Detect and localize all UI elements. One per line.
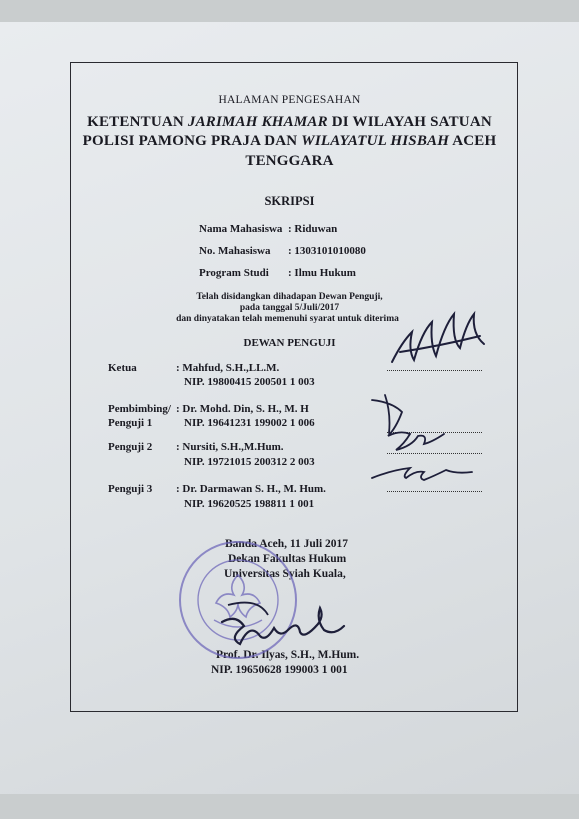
examiner-nip: NIP. 19800415 200501 1 003 xyxy=(184,376,315,388)
examiner-nip: NIP. 19620525 198811 1 001 xyxy=(184,498,315,510)
examiner-role: Penguji 2 xyxy=(108,441,153,453)
examiner-role: Pembimbing/ xyxy=(108,403,171,415)
university-stamp xyxy=(180,542,296,658)
student-number-value: : 1303101010080 xyxy=(288,245,366,257)
examiner-signature xyxy=(372,468,472,480)
defense-statement-line-2: pada tanggal 5/Juli/2017 xyxy=(239,303,340,313)
defense-statement-line-3: dan dinyatakan telah memenuhi syarat untuk diterima xyxy=(176,314,399,324)
student-name-label: Nama Mahasiswa xyxy=(199,223,283,235)
examiner-role: Penguji 3 xyxy=(108,483,153,495)
examiner-nip: NIP. 19641231 199002 1 006 xyxy=(184,417,315,429)
thesis-title-line-1: KETENTUAN JARIMAH KHAMAR DI WILAYAH SATUAN xyxy=(87,114,492,130)
dean-name: Prof. Dr. Ilyas, S.H., M.Hum. xyxy=(216,649,360,661)
defense-statement-line-1: Telah disidangkan dihadapan Dewan Penguji, xyxy=(196,292,383,302)
study-program-value: : Ilmu Hukum xyxy=(288,267,356,279)
university-name: Universitas Syiah Kuala, xyxy=(224,568,346,580)
dean-signature xyxy=(222,608,344,644)
examiner-name: : Dr. Darmawan S. H., M. Hum. xyxy=(176,483,326,495)
examiner-signature xyxy=(392,314,484,362)
study-program-label: Program Studi xyxy=(199,267,269,279)
dean-nip: NIP. 19650628 199003 1 001 xyxy=(211,664,348,676)
examiner-nip: NIP. 19721015 200312 2 003 xyxy=(184,456,315,468)
thesis-title-line-3: TENGGARA xyxy=(245,153,334,169)
student-name-value: : Riduwan xyxy=(288,223,338,235)
examiner-name: : Nursiti, S.H.,M.Hum. xyxy=(176,441,284,453)
examiner-role: Ketua xyxy=(108,362,137,374)
board-heading: DEWAN PENGUJI xyxy=(243,337,336,349)
dean-position: Dekan Fakultas Hukum xyxy=(228,553,347,565)
document-type: SKRIPSI xyxy=(264,194,315,208)
examiner-role-sub: Penguji 1 xyxy=(108,417,153,429)
examiner-name: : Dr. Mohd. Din, S. H., M. H xyxy=(176,403,309,415)
thesis-title-line-2: POLISI PAMONG PRAJA DAN WILAYATUL HISBAH ACEH xyxy=(82,133,497,149)
examiner-name: : Mahfud, S.H.,LL.M. xyxy=(176,362,280,374)
page-heading: HALAMAN PENGESAHAN xyxy=(218,94,361,106)
examiner-signature xyxy=(372,395,444,450)
student-number-label: No. Mahasiswa xyxy=(199,245,271,257)
approval-place-date: Banda Aceh, 11 Juli 2017 xyxy=(225,538,349,550)
